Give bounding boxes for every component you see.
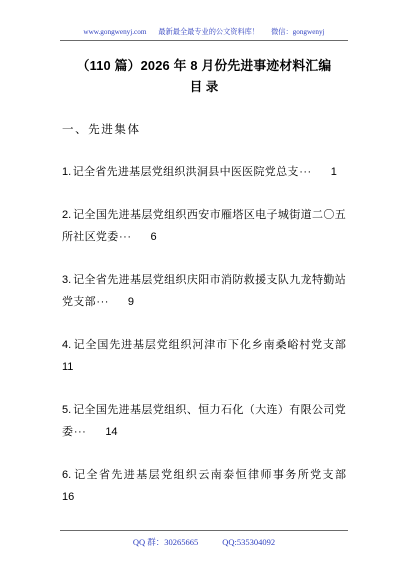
page-footer	[60, 530, 348, 550]
toc-entry-line: 6. 记 全 省 先 进 基 层 党 组 织 云 南 泰 恒 律 师 事 务 所 党 支 部	[62, 464, 346, 487]
page-number: 14	[105, 426, 118, 438]
contents-heading: 目 录	[189, 80, 219, 94]
toc-entry-line	[62, 226, 346, 249]
entry-number: 5.	[62, 403, 72, 416]
toc-entry-line	[62, 291, 346, 314]
header-wechat: 微信：gongwenyj	[271, 28, 325, 36]
page-number: 16	[62, 491, 75, 503]
entry-title-continued: 党支部	[62, 296, 96, 308]
table-of-contents	[62, 161, 346, 529]
entry-number: 3.	[62, 273, 72, 286]
section-heading: 一、先进集体	[62, 124, 141, 136]
header-slogan: 最新最全最专业的公文资料库！	[158, 28, 260, 36]
toc-entry-line	[62, 421, 346, 444]
document-title: （110 篇）2026 年 8 月份先进事迹材料汇编	[76, 58, 332, 73]
page-number: 1	[330, 166, 337, 178]
entry-title-continued: 委	[62, 426, 74, 438]
toc-entry-line: 3. 记 全 省 先 进 基 层 党 组 织 庆 阳 市 消 防 救 援 支 队 九 龙 特 勤 站	[62, 269, 346, 292]
website-link[interactable]: www.gongwenyj.com	[83, 28, 147, 36]
entry-number: 2.	[62, 208, 72, 221]
footer-qq-group: QQ 群：30265665	[132, 537, 199, 547]
entry-title: 记全省先进基层党组织洪洞县中医医院党总支	[72, 166, 299, 178]
dot-leader: ···	[119, 231, 132, 243]
dot-leader: ···	[96, 296, 109, 308]
entry-number: 1.	[62, 166, 72, 178]
page-number: 11	[62, 361, 74, 373]
entry-title-continued: 所社区党委	[62, 231, 119, 243]
page-number: 6	[150, 231, 157, 243]
dot-leader: ···	[73, 426, 87, 438]
toc-entry-5[interactable]	[62, 399, 346, 444]
toc-entry-line	[62, 356, 346, 379]
toc-entry-line	[62, 161, 346, 184]
toc-entry-6[interactable]	[62, 464, 346, 509]
toc-entry-line: 4. 记 全 国 先 进 基 层 党 组 织 河 津 市 下 化 乡 南 桑 峪 村 党 支 部	[62, 334, 346, 357]
page-header	[60, 25, 348, 41]
toc-entry-4[interactable]	[62, 334, 346, 379]
toc-entry-2[interactable]	[62, 204, 346, 249]
entry-number: 4.	[62, 338, 72, 351]
page-number: 9	[127, 296, 135, 308]
toc-entry-1[interactable]	[62, 161, 346, 184]
toc-entry-line	[62, 486, 346, 509]
entry-number: 6.	[62, 468, 72, 481]
toc-entry-3[interactable]	[62, 269, 346, 314]
toc-entry-line: 5. 记 全 国 先 进 基 层 党 组 织 、 恒 力 石 化 （ 大 连 ） 有 限 公 司 党	[62, 399, 346, 422]
dot-leader: ···	[299, 166, 312, 178]
footer-qq: QQ:535304092	[222, 537, 276, 547]
toc-entry-line: 2. 记 全 国 先 进 基 层 党 组 织 西 安 市 雁 塔 区 电 子 城 街 道 二 〇 五	[62, 204, 346, 227]
